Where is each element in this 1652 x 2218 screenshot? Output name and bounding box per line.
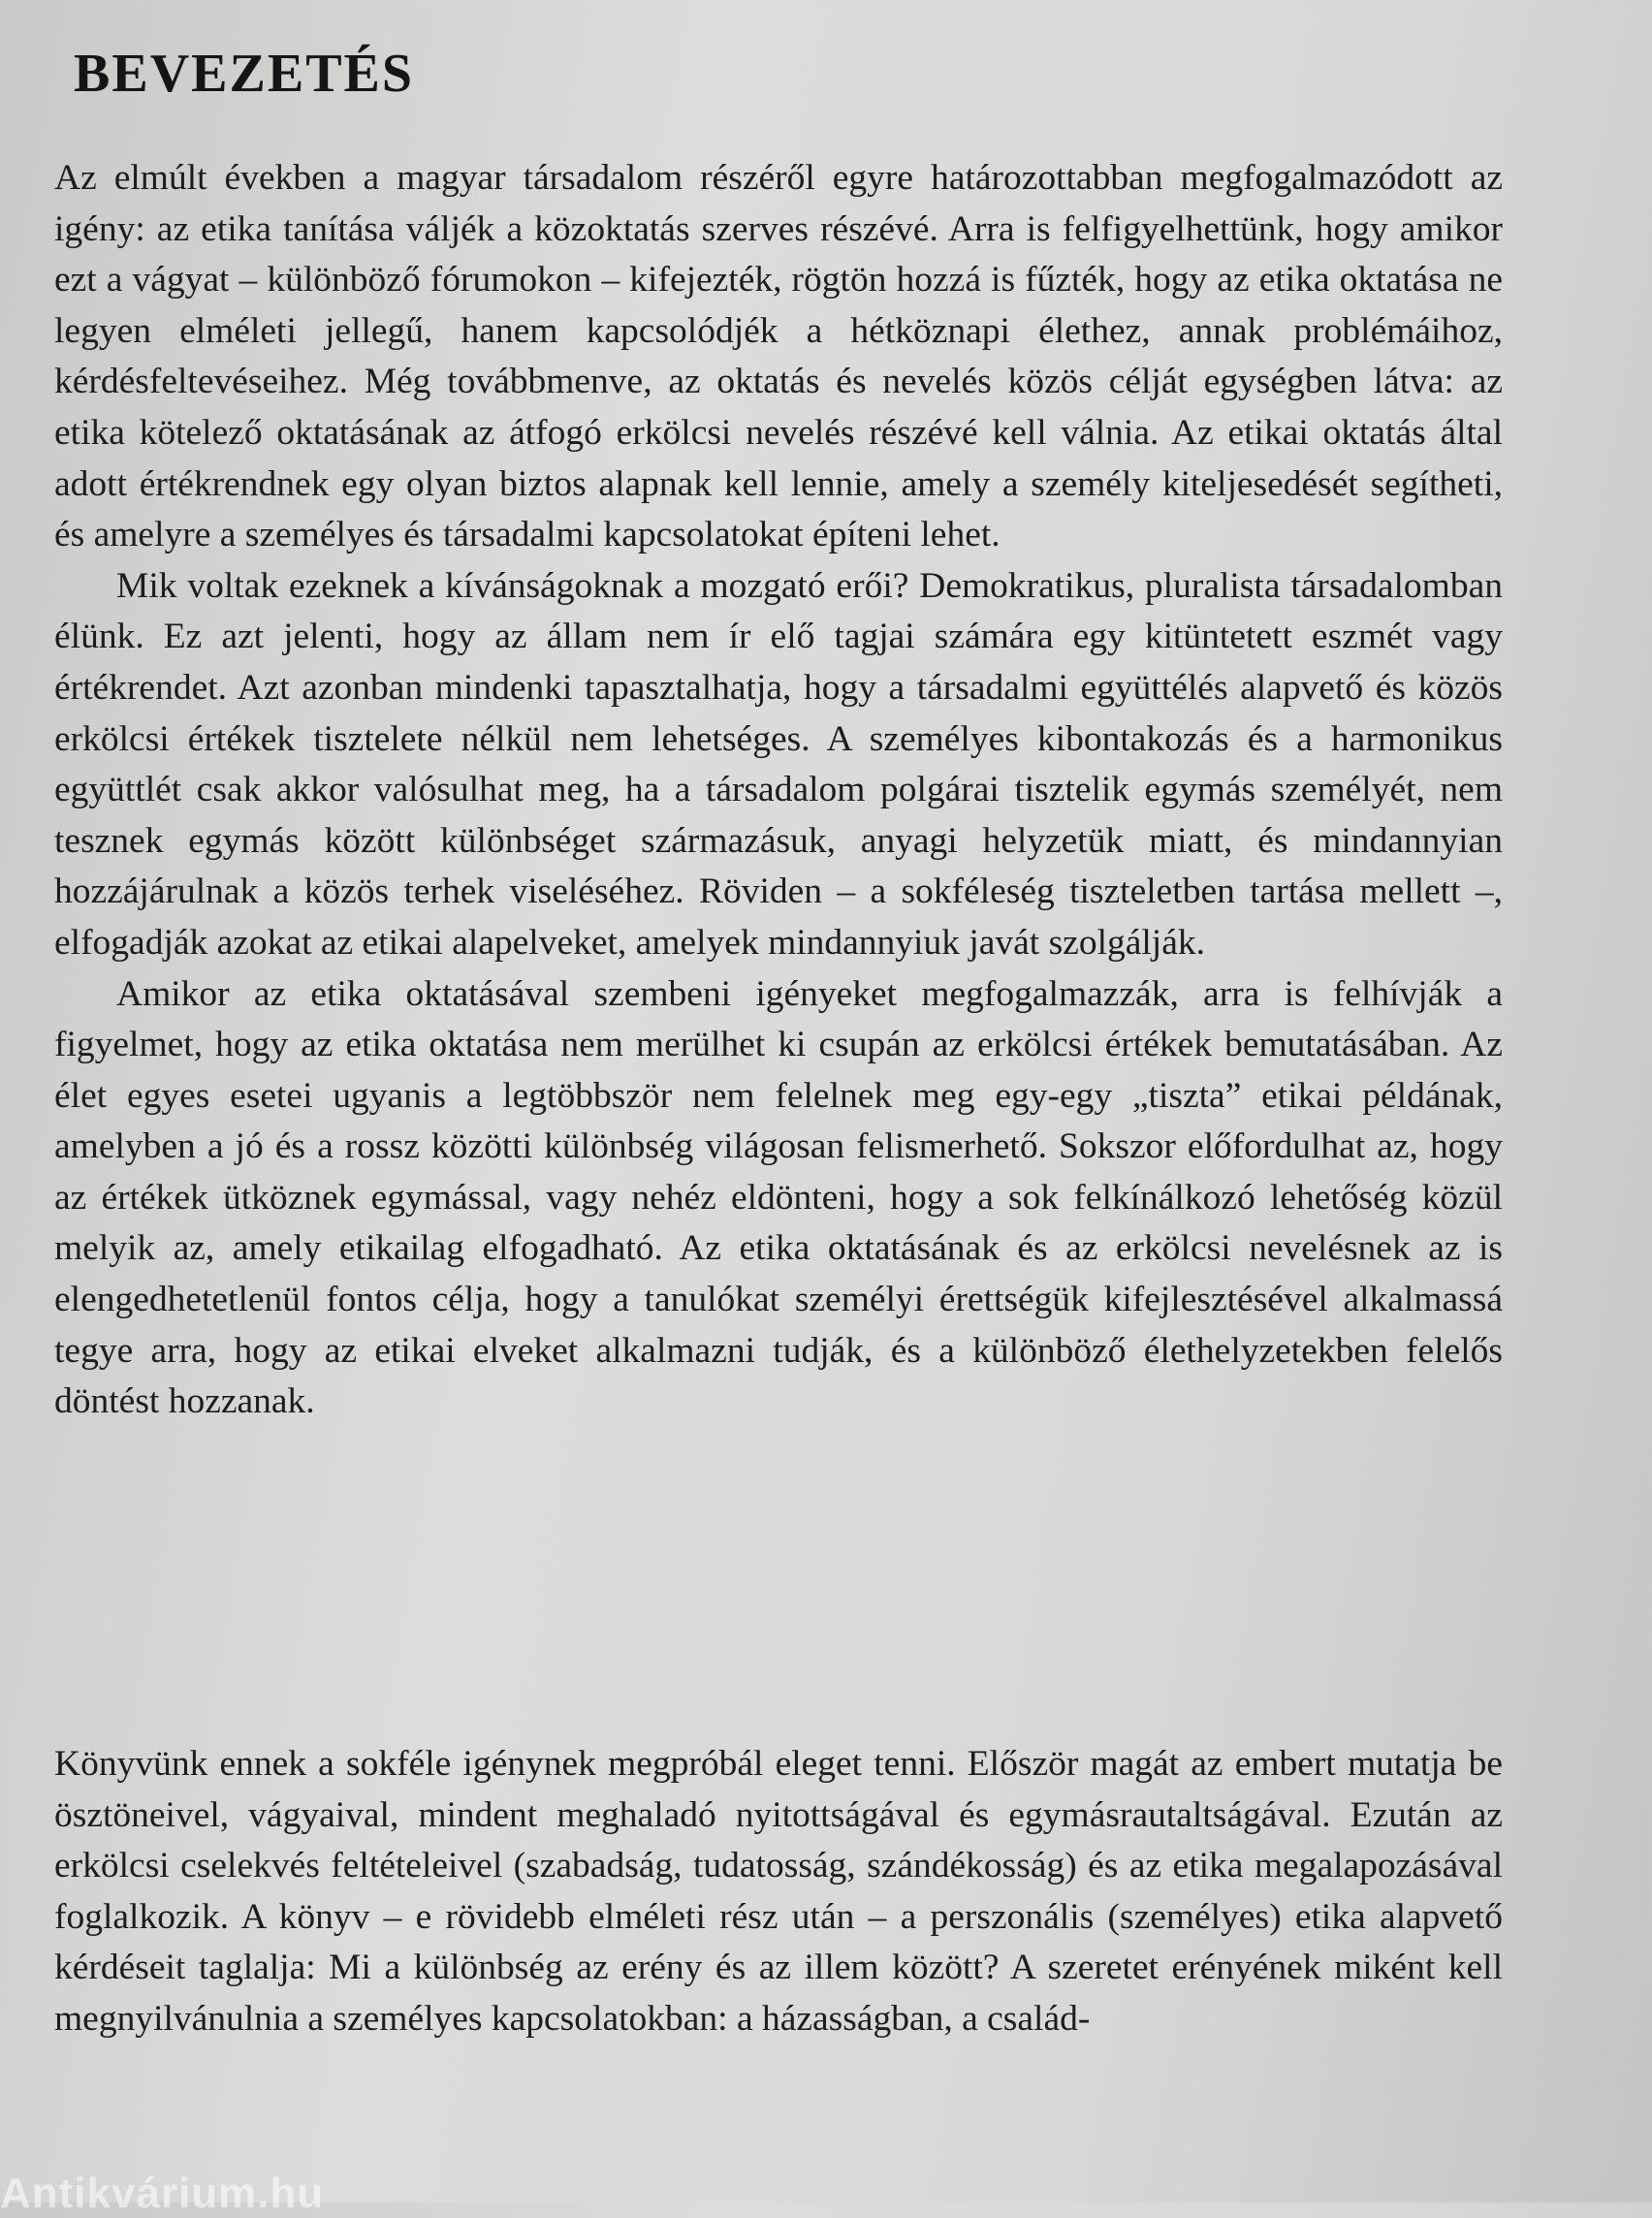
chapter-heading: BEVEZETÉS bbox=[74, 44, 415, 104]
paragraph-3: Amikor az etika oktatásával szembeni igényeket megfogalmazzák, arra is felhívják a figyelmet, hogy az etika oktatása nem merülhet ki csupán az erkölcsi értékek bemutatásában. Az élet egyes esetei ugyanis a legtöbbször nem felelnek meg egy-egy „tiszta” etikai példának, amelyben a jó és a rossz közötti különbség világosan felismerhető. Sokszor előfordulhat az, hogy az értékek ütköznek egymással, vagy nehéz eldönteni, hogy a sok felkínálkozó lehetőség közül melyik az, amely etikailag elfogadható. Az etika oktatásának és az erkölcsi nevelésnek az is elengedhetetlenül fontos célja, hogy a tanulókat személyi érettségük kifejlesztésével alkalmassá tegye arra, hogy az etikai elveket alkalmazni tudják, és a különböző élethelyzetekben felelős döntést hozzanak. bbox=[54, 973, 1503, 1422]
section-1-text bbox=[54, 153, 1503, 1428]
watermark: Antikvárium.hu bbox=[0, 2170, 325, 2217]
paragraph-1: Az elmúlt években a magyar társadalom részéről egyre határozottabban megfogalmazódott az igény: az etika tanítása váljék a közoktatás szerves részévé. Arra is felfigyelhettünk, hogy amikor ezt a vágyat – különböző fórumokon – kifejezték, rögtön hozzá is fűzték, hogy az etika oktatása ne legyen elméleti jellegű, hanem kapcsolódjék a hétköznapi élethez, annak problémáihoz, kérdésfeltevéseihez. Még továbbmenve, az oktatás és nevelés közös célját egységben látva: az etika kötelező oktatásának az átfogó erkölcsi nevelés részévé kell válnia. Az etikai oktatás által adott értékrendnek egy olyan biztos alapnak kell lennie, amely a személy kiteljesedését segítheti, és amelyre a személyes és társadalmi kapcsolatokat építeni lehet. bbox=[54, 158, 1503, 555]
section-2-text bbox=[54, 1739, 1503, 2045]
paragraph-4: Könyvünk ennek a sokféle igénynek megpróbál eleget tenni. Először magát az embert mutatja be ösztöneivel, vágyaival, mindent meghaladó nyitottságával és egymásrautaltságával. Ezután az erkölcsi cselekvés feltételeivel (szabadság, tudatosság, szándékosság) és az etika megalapozásával foglalkozik. A könyv – e rövidebb elméleti rész után – a perszonális (személyes) etika alapvető kérdéseit taglalja: Mi a különbség az erény és az illem között? A szeretet erényének miként kell megnyilvánulnia a személyes kapcsolatokban: a házasságban, a család- bbox=[54, 1744, 1503, 2039]
paragraph-2: Mik voltak ezeknek a kívánságoknak a mozgató erői? Demokratikus, pluralista társadalomban élünk. Ez azt jelenti, hogy az állam nem ír elő tagjai számára egy kitüntetett eszmét vagy értékrendet. Azt azonban mindenki tapasztalhatja, hogy a társadalmi együttélés alapvető és közös erkölcsi értékek tisztelete nélkül nem lehetséges. A személyes kibontakozás és a harmonikus együttlét csak akkor valósulhat meg, ha a társadalom polgárai tisztelik egymás személyét, nem tesznek egymás között különbséget származásuk, anyagi helyzetük miatt, és mindannyian hozzájárulnak a közös terhek viseléséhez. Röviden – a sokféleség tiszteletben tartása mellett –, elfogadják azokat az etikai alapelveket, amelyek mindannyiuk javát szolgálják. bbox=[54, 565, 1503, 963]
